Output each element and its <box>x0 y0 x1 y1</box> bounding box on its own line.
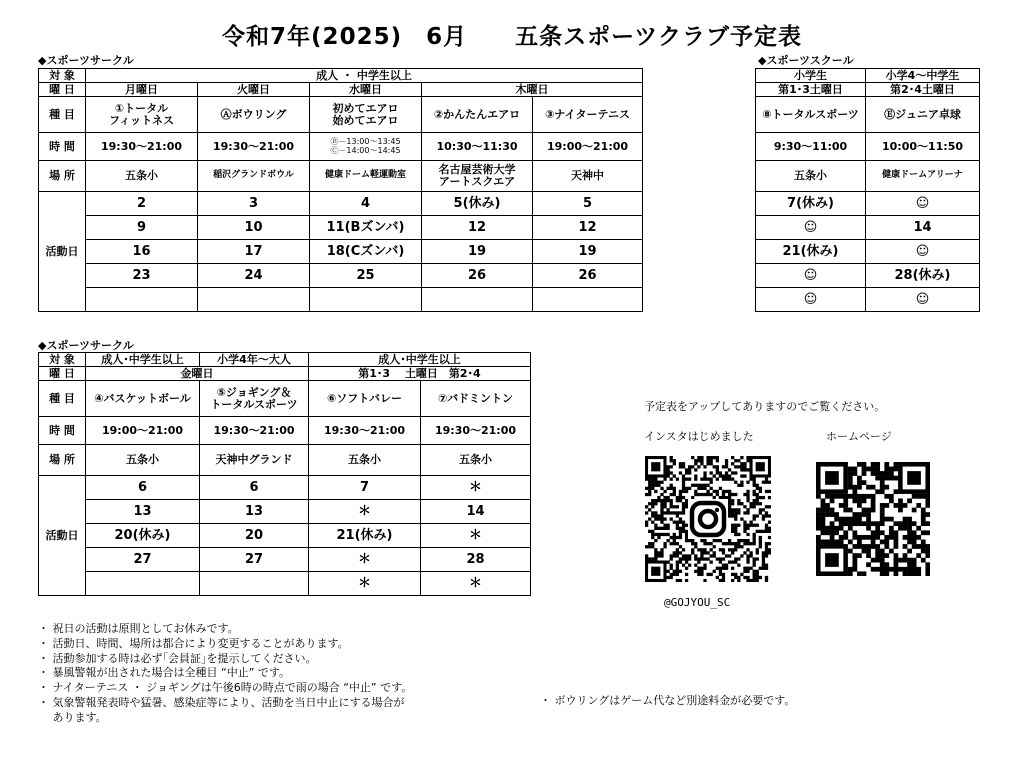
school-date: ☺ <box>756 288 866 312</box>
homepage-label: ホームページ <box>826 430 892 443</box>
c2-date: ＊ <box>421 572 531 596</box>
c1-event: Ⓐボウリング <box>198 97 310 133</box>
school-date: ☺ <box>756 216 866 240</box>
c2-date: ＊ <box>309 572 421 596</box>
school-target: 小学生 <box>756 69 866 83</box>
school-date: ☺ <box>866 288 980 312</box>
note-item: ・ ナイターテニス ・ ジョギングは午後6時の時点で雨の場合 “中止” です。 <box>38 681 413 695</box>
c2-place: 五条小 <box>309 445 421 476</box>
row-label-target: 対 象 <box>39 353 86 367</box>
c1-date: 2 <box>86 192 198 216</box>
c2-date: 20 <box>200 524 309 548</box>
note-item: あります。 <box>38 710 107 724</box>
upload-note: 予定表をアップしてありますのでご覧ください。 <box>644 400 886 413</box>
c1-date: 24 <box>198 264 310 288</box>
note-item: ・ 祝日の活動は原則としてお休みです。 <box>38 622 239 635</box>
c1-date <box>533 288 643 312</box>
c1-day: 水曜日 <box>310 83 422 97</box>
c2-event: ⑦バドミントン <box>421 381 531 417</box>
c2-event: ④バスケットボール <box>86 381 200 417</box>
c1-event: ①トータル フィットネス <box>86 97 198 133</box>
c1-date <box>422 288 533 312</box>
row-label-time: 時 間 <box>39 417 86 445</box>
c1-date: 9 <box>86 216 198 240</box>
school-date: ☺ <box>756 264 866 288</box>
c1-place: 天神中 <box>533 161 643 192</box>
c1-date: 12 <box>533 216 643 240</box>
school-time: 10:00～11:50 <box>866 133 980 161</box>
c1-place: 名古屋芸術大学 アートスクエア <box>422 161 533 192</box>
school-day: 第1･3土曜日 <box>756 83 866 97</box>
circle2-table <box>38 352 531 596</box>
c1-place: 稲沢グランドボウル <box>198 161 310 192</box>
c2-date <box>86 572 200 596</box>
note-item: ・ 暴風警報が出された場合は全種目 “中止” です。 <box>38 666 291 680</box>
c1-date <box>86 288 198 312</box>
c1-time: Ⓑ－13:00～13:45 Ⓒ－14:00～14:45 <box>310 133 422 161</box>
c1-time: 19:30～21:00 <box>198 133 310 161</box>
c1-date: 16 <box>86 240 198 264</box>
c1-event: ③ナイターテニス <box>533 97 643 133</box>
c1-place: 五条小 <box>86 161 198 192</box>
c1-date: 3 <box>198 192 310 216</box>
c1-date: 23 <box>86 264 198 288</box>
circle2-heading: ◆スポーツサークル <box>38 339 134 352</box>
c1-day: 火曜日 <box>198 83 310 97</box>
school-date: 7(休み) <box>756 192 866 216</box>
c2-day: 金曜日 <box>86 367 309 381</box>
c2-target: 成人･中学生以上 <box>309 353 531 367</box>
school-date: 28(休み) <box>866 264 980 288</box>
insta-label: インスタはじめました <box>644 430 754 443</box>
school-date: 14 <box>866 216 980 240</box>
school-time: 9:30～11:00 <box>756 133 866 161</box>
c1-date: 18(Cズンバ) <box>310 240 422 264</box>
row-label-place: 場 所 <box>39 161 86 192</box>
circle1-heading: ◆スポーツサークル <box>38 54 134 67</box>
c2-date: 13 <box>200 500 309 524</box>
school-date: ☺ <box>866 192 980 216</box>
c2-place: 五条小 <box>421 445 531 476</box>
c2-date: ＊ <box>421 524 531 548</box>
school-table <box>755 68 980 312</box>
c2-target: 小学4年～大人 <box>200 353 309 367</box>
c2-time: 19:00～21:00 <box>86 417 200 445</box>
c1-time: 19:30～21:00 <box>86 133 198 161</box>
c2-date: 27 <box>200 548 309 572</box>
c1-date: 25 <box>310 264 422 288</box>
c2-date: 6 <box>86 476 200 500</box>
c2-day: 第1･3 土曜日 第2･4 <box>309 367 531 381</box>
c2-time: 19:30～21:00 <box>200 417 309 445</box>
row-label-target: 対 象 <box>39 69 86 83</box>
row-label-time: 時 間 <box>39 133 86 161</box>
instagram-handle: @GOJYOU_SC <box>664 596 731 609</box>
note-item: ・ 活動日、時間、場所は都合により変更することがあります。 <box>38 636 349 650</box>
c2-date: ＊ <box>309 548 421 572</box>
school-event: ⑧トータルスポーツ <box>756 97 866 133</box>
c1-target: 成人 ・ 中学生以上 <box>86 69 643 83</box>
c1-date: 5(休み) <box>422 192 533 216</box>
c1-date: 17 <box>198 240 310 264</box>
c2-time: 19:30～21:00 <box>421 417 531 445</box>
c2-date: 14 <box>421 500 531 524</box>
circle1-table <box>38 68 643 312</box>
school-heading: ◆スポーツスクール <box>758 54 854 67</box>
c1-date: 11(Bズンバ) <box>310 216 422 240</box>
row-label-day: 曜 日 <box>39 367 86 381</box>
c2-date <box>200 572 309 596</box>
c1-event: ②かんたんエアロ <box>422 97 533 133</box>
row-label-event: 種 目 <box>39 97 86 133</box>
c2-target: 成人･中学生以上 <box>86 353 200 367</box>
c1-day: 月曜日 <box>86 83 198 97</box>
school-place: 健康ドームアリーナ <box>866 161 980 192</box>
c1-date: 10 <box>198 216 310 240</box>
c1-date: 26 <box>422 264 533 288</box>
c2-date: ＊ <box>309 500 421 524</box>
c2-event: ⑥ソフトバレー <box>309 381 421 417</box>
school-place: 五条小 <box>756 161 866 192</box>
c1-date: 19 <box>533 240 643 264</box>
notes <box>38 622 412 726</box>
c1-date: 12 <box>422 216 533 240</box>
c2-date: ＊ <box>421 476 531 500</box>
c2-date: 13 <box>86 500 200 524</box>
c1-date: 5 <box>533 192 643 216</box>
c2-date: 7 <box>309 476 421 500</box>
c1-date <box>310 288 422 312</box>
c2-date: 21(休み) <box>309 524 421 548</box>
c2-date: 27 <box>86 548 200 572</box>
c2-time: 19:30～21:00 <box>309 417 421 445</box>
row-label-event: 種 目 <box>39 381 86 417</box>
row-label-place: 場 所 <box>39 445 86 476</box>
row-label-activity: 活動日 <box>39 476 86 596</box>
school-date: ☺ <box>866 240 980 264</box>
instagram-qr-code[interactable] <box>645 456 771 582</box>
c2-place: 天神中グランド <box>200 445 309 476</box>
homepage-qr-code[interactable] <box>816 462 930 576</box>
c1-time: 19:00～21:00 <box>533 133 643 161</box>
c1-date: 26 <box>533 264 643 288</box>
c1-place: 健康ドーム軽運動室 <box>310 161 422 192</box>
c1-date: 19 <box>422 240 533 264</box>
page-title: 令和7年(2025) 6月 五条スポーツクラブ予定表 <box>222 24 802 50</box>
note-bowling: ・ ボウリングはゲーム代など別途料金が必要です。 <box>540 694 796 707</box>
c1-event: 初めてエアロ 始めてエアロ <box>310 97 422 133</box>
c2-date: 28 <box>421 548 531 572</box>
c2-date: 6 <box>200 476 309 500</box>
school-target: 小学4～中学生 <box>866 69 980 83</box>
school-date: 21(休み) <box>756 240 866 264</box>
c2-event: ⑤ジョギング＆ トータルスポーツ <box>200 381 309 417</box>
c1-day: 木曜日 <box>422 83 643 97</box>
note-item: ・ 気象警報発表時や猛暑、感染症等により、活動を当日中止にする場合が <box>38 695 405 709</box>
row-label-activity: 活動日 <box>39 192 86 312</box>
c1-date: 4 <box>310 192 422 216</box>
row-label-day: 曜 日 <box>39 83 86 97</box>
instagram-icon <box>688 499 728 539</box>
c1-date <box>198 288 310 312</box>
note-item: ・ 活動参加する時は必ず｢会員証｣を提示してください。 <box>38 651 317 665</box>
school-event: Ⓔジュニア卓球 <box>866 97 980 133</box>
c1-time: 10:30～11:30 <box>422 133 533 161</box>
c2-place: 五条小 <box>86 445 200 476</box>
c2-date: 20(休み) <box>86 524 200 548</box>
school-day: 第2･4土曜日 <box>866 83 980 97</box>
